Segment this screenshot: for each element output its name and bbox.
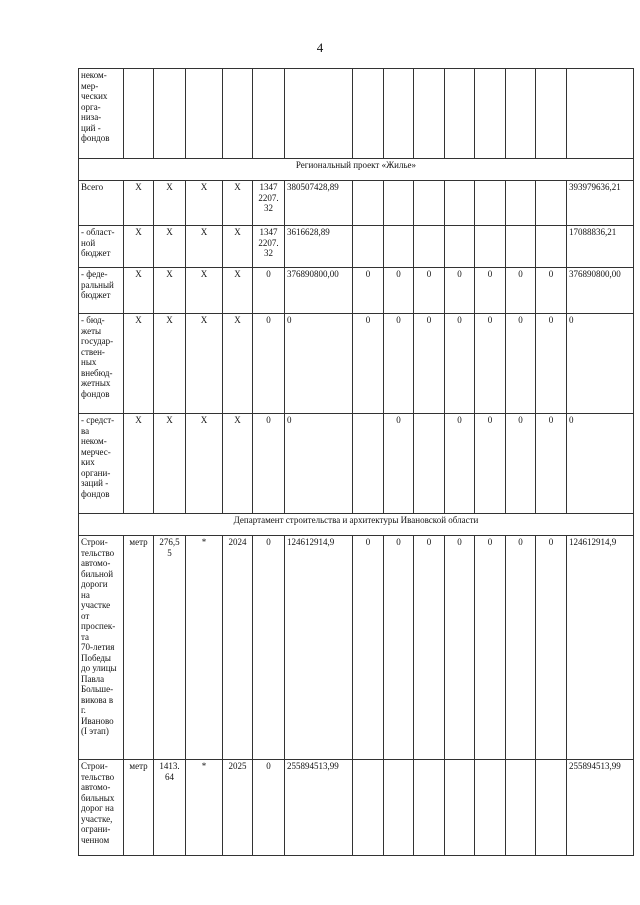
table-cell [445, 226, 475, 268]
table-cell [445, 760, 475, 856]
table-cell: * [186, 536, 223, 760]
section-title: Региональный проект «Жилье» [79, 159, 634, 181]
table-cell: 1347 2207. 32 [253, 226, 285, 268]
table-cell: 0 [536, 268, 567, 314]
table-cell: 0 [506, 414, 536, 514]
table-cell: 255894513,99 [285, 760, 353, 856]
table-cell: 2025 [223, 760, 253, 856]
table-cell: 0 [285, 314, 353, 414]
table-cell [536, 226, 567, 268]
section-title: Департамент строительства и архитектуры Ивановской области [79, 514, 634, 536]
table-cell: * [186, 760, 223, 856]
table-cell: 0 [353, 536, 384, 760]
section-row [79, 159, 634, 181]
table-cell: 0 [567, 414, 634, 514]
table-cell: X [124, 226, 154, 268]
table-cell: 0 [414, 536, 445, 760]
table-cell: 1347 2207. 32 [253, 181, 285, 226]
table-cell: 0 [384, 536, 414, 760]
table-cell: 0 [253, 536, 285, 760]
table-cell: 380507428,89 [285, 181, 353, 226]
table-cell: X [223, 226, 253, 268]
table-cell: 0 [536, 414, 567, 514]
table-cell [414, 760, 445, 856]
table-cell: 0 [445, 414, 475, 514]
table-cell: X [223, 314, 253, 414]
table-cell: 0 [475, 414, 506, 514]
table-cell: 0 [285, 414, 353, 514]
table-cell: X [154, 268, 186, 314]
table-cell: 3616628,89 [285, 226, 353, 268]
table-cell: X [154, 181, 186, 226]
table-cell: метр [124, 760, 154, 856]
table-cell: 393979636,21 [567, 181, 634, 226]
table-cell: метр [124, 536, 154, 760]
table-cell [353, 69, 384, 159]
table-cell: 0 [445, 268, 475, 314]
table-cell [506, 226, 536, 268]
table-cell [124, 69, 154, 159]
table-cell [154, 69, 186, 159]
table-cell [414, 69, 445, 159]
table-cell [445, 181, 475, 226]
table-cell: 376890800,00 [285, 268, 353, 314]
table-cell: 0 [253, 314, 285, 414]
table-cell [506, 760, 536, 856]
table-cell: 0 [445, 536, 475, 760]
table-cell [253, 69, 285, 159]
table-cell [414, 226, 445, 268]
table-cell: 0 [506, 314, 536, 414]
table-cell: 0 [384, 268, 414, 314]
table-row [79, 536, 634, 760]
table-cell: 0 [353, 268, 384, 314]
table-cell: X [154, 226, 186, 268]
table-cell: 0 [414, 268, 445, 314]
table-cell [475, 181, 506, 226]
table-cell: X [154, 314, 186, 414]
table-cell [567, 69, 634, 159]
table-cell: 0 [253, 760, 285, 856]
table-cell: X [223, 414, 253, 514]
row-label: Всего [79, 181, 124, 226]
table-cell: X [124, 314, 154, 414]
table-cell: X [124, 268, 154, 314]
row-label: Строи- тельство автомо- бильных дорог на участке, ограни- ченном [79, 760, 124, 856]
table-cell: 124612914,9 [285, 536, 353, 760]
table-cell [353, 760, 384, 856]
table-cell [384, 181, 414, 226]
table-cell: 0 [414, 314, 445, 414]
table-cell [353, 414, 384, 514]
table-row [79, 69, 634, 159]
table-cell: 0 [384, 314, 414, 414]
table-cell [536, 69, 567, 159]
table-row [79, 268, 634, 314]
table-cell [475, 226, 506, 268]
row-label: - феде- ральный бюджет [79, 268, 124, 314]
table-cell: X [186, 181, 223, 226]
table-cell [475, 760, 506, 856]
table-cell: 376890800,00 [567, 268, 634, 314]
table-cell: 0 [384, 414, 414, 514]
table-cell [536, 760, 567, 856]
table-cell: X [223, 181, 253, 226]
table-cell [414, 181, 445, 226]
table-cell [186, 69, 223, 159]
row-label: - бюд- жеты государ- ствен- ных внебюд- жетных фондов [79, 314, 124, 414]
table-cell: 2024 [223, 536, 253, 760]
table-cell: 0 [506, 536, 536, 760]
table-cell [223, 69, 253, 159]
table-cell [384, 69, 414, 159]
table-cell: 1413. 64 [154, 760, 186, 856]
row-label: Строи- тельство автомо- бильной дороги на участке от проспек- та 70-летия Победы до улицы Павла Больше- викова в г. Иваново (I этап) [79, 536, 124, 760]
row-label: - област- ной бюджет [79, 226, 124, 268]
table-cell [506, 181, 536, 226]
table-cell: X [124, 181, 154, 226]
table-cell: X [124, 414, 154, 514]
page-number: 4 [316, 40, 324, 55]
table-cell: 255894513,99 [567, 760, 634, 856]
table-cell: 0 [253, 414, 285, 514]
table-cell [414, 414, 445, 514]
row-label: - средст- ва неком- мерчес- ких органи- заций - фондов [79, 414, 124, 514]
table-row [79, 760, 634, 856]
table-cell [384, 760, 414, 856]
table-cell [353, 181, 384, 226]
table-cell [285, 69, 353, 159]
table-cell: 0 [445, 314, 475, 414]
table-cell: 0 [536, 314, 567, 414]
table-cell: 17088836,21 [567, 226, 634, 268]
table-cell: 0 [475, 268, 506, 314]
table-row [79, 226, 634, 268]
table-cell: X [186, 414, 223, 514]
table-cell: 0 [506, 268, 536, 314]
table-cell: X [186, 268, 223, 314]
table-cell: X [154, 414, 186, 514]
budget-table [78, 68, 634, 856]
table-cell: 0 [353, 314, 384, 414]
table-cell: X [186, 226, 223, 268]
table-row [79, 314, 634, 414]
table-cell [445, 69, 475, 159]
section-row [79, 514, 634, 536]
table-cell: 0 [536, 536, 567, 760]
table-cell: X [186, 314, 223, 414]
table-cell: 0 [567, 314, 634, 414]
table-cell [506, 69, 536, 159]
table-cell [536, 181, 567, 226]
table-cell: 276,5 5 [154, 536, 186, 760]
table-row [79, 414, 634, 514]
table-cell [475, 69, 506, 159]
table-cell: 124612914,9 [567, 536, 634, 760]
table-cell [384, 226, 414, 268]
table-cell: X [223, 268, 253, 314]
table-cell [353, 226, 384, 268]
table-row [79, 181, 634, 226]
table-cell: 0 [475, 536, 506, 760]
table-cell: 0 [253, 268, 285, 314]
table-cell: 0 [475, 314, 506, 414]
row-label: неком- мер- ческих орга- низа- ций - фондов [79, 69, 124, 159]
